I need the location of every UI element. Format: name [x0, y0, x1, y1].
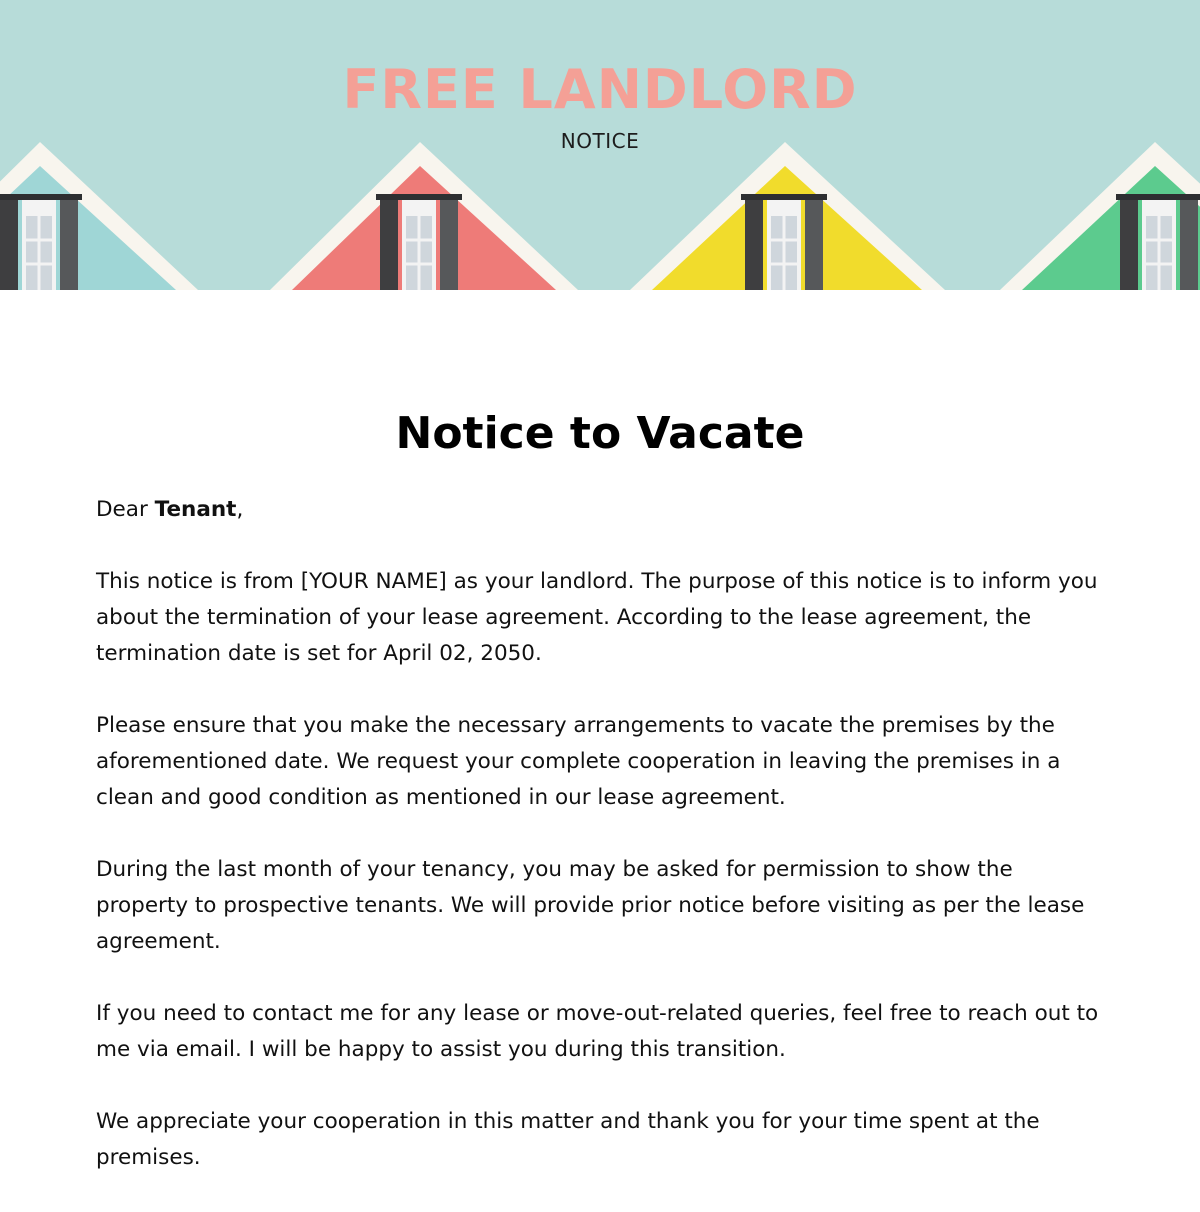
recipient-name: Tenant — [154, 497, 237, 522]
paragraph-termination: This notice is from [YOUR NAME] as your landlord. The purpose of this notice is to inform you about the termination of your lease agreement. According to the lease agreement, the termination date is set for April 02, 2050. — [96, 569, 1098, 666]
house-roof-yellow — [630, 142, 945, 290]
letter-body — [96, 492, 1106, 1212]
paragraph-closing: We appreciate your cooperation in this matter and thank you for your time spent at the premises. — [96, 1109, 1040, 1170]
salutation — [96, 492, 1106, 528]
document-title: Notice to Vacate — [395, 408, 805, 459]
house-roof-red — [270, 142, 578, 290]
paragraph-showings: During the last month of your tenancy, you may be asked for permission to show the property to prospective tenants. We will provide prior notice before visiting as per the lease agreement. — [96, 857, 1085, 954]
salutation-suffix: , — [236, 497, 244, 522]
header-banner — [0, 0, 1200, 290]
paragraph-contact: If you need to contact me for any lease or move-out-related queries, feel free to reach out to me via email. I will be happy to assist you during this transition. — [96, 1001, 1099, 1062]
header-subtitle: NOTICE — [560, 129, 640, 153]
salutation-prefix: Dear — [96, 497, 155, 522]
paragraph-arrangements: Please ensure that you make the necessary arrangements to vacate the premises by the aforementioned date. We request your complete cooperation in leaving the premises in a clean and good condition as mentioned in our lease agreement. — [96, 713, 1061, 810]
header-title: FREE LANDLORD — [342, 58, 858, 121]
house-roof-green — [1000, 142, 1200, 290]
house-roof-blue — [0, 142, 198, 290]
